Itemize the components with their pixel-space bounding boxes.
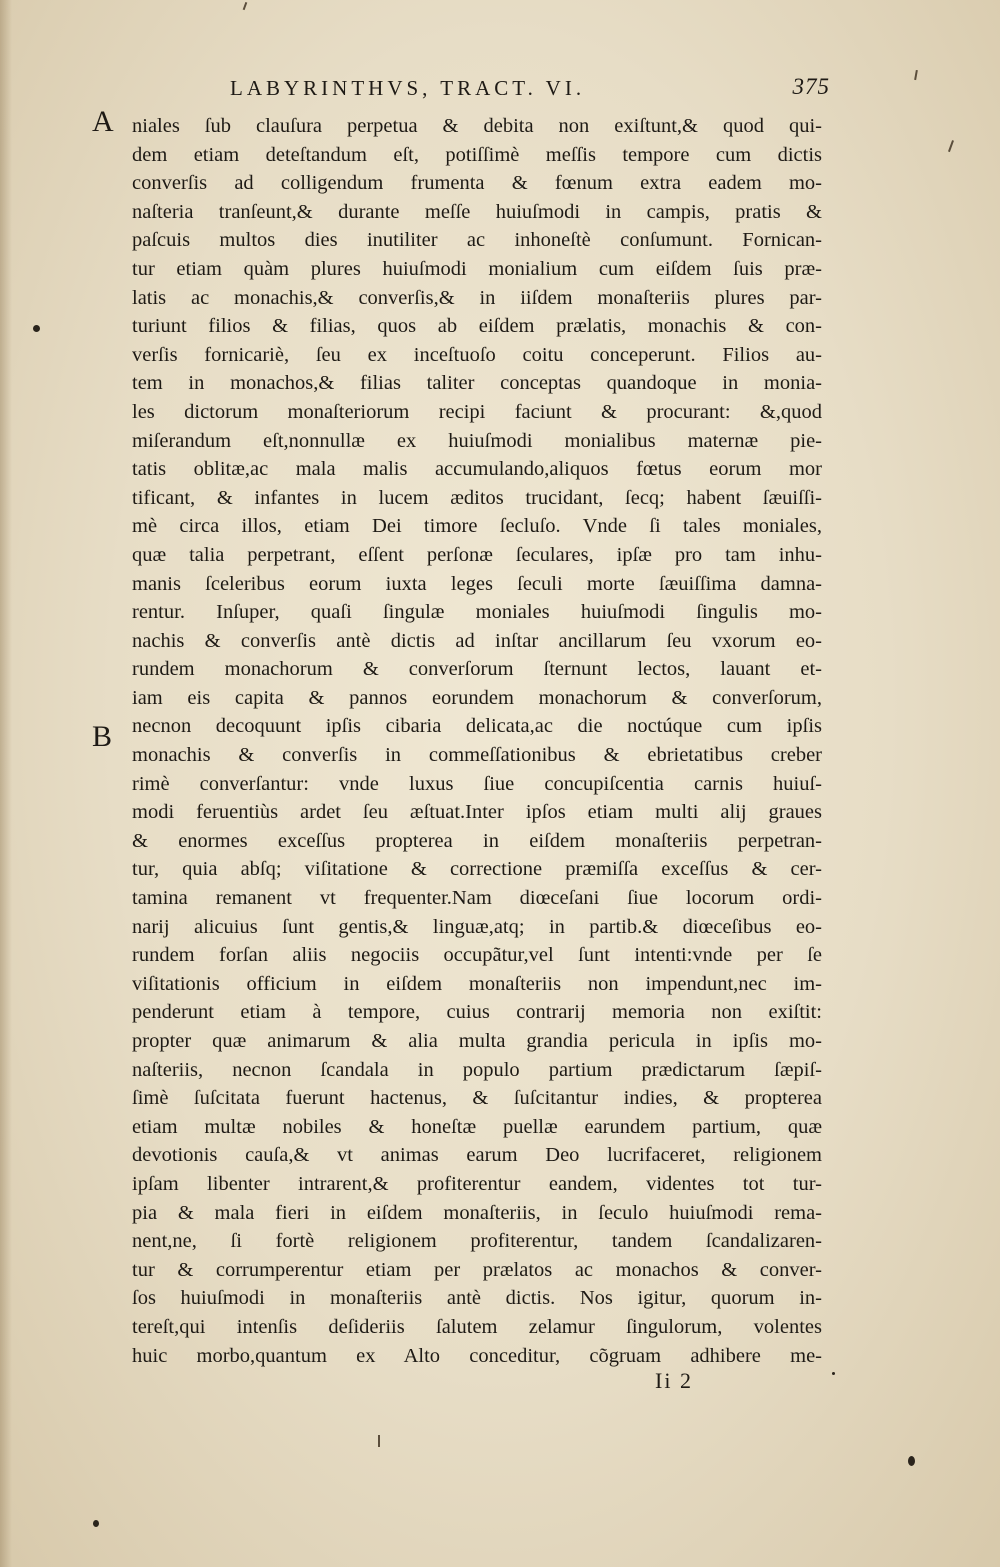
text-line: nent,ne, ſi fortè religionem profiterentur, tandem ſcandalizaren- [132,1230,822,1253]
text-line: niales ſub clauſura perpetua & debita non exiſtunt,& quod qui- [132,115,822,137]
text-line: viſitationis officium in eiſdem monaſteriis non impendunt,nec im- [132,972,822,995]
text-line: manis ſceleribus eorum iuxta leges ſeculi morte ſæuiſſima damna- [132,572,822,595]
text-line: mè circa illos, etiam Dei timore ſecluſo. Vnde ſi tales moniales, [132,515,822,538]
text-line: dem etiam deteſtandum eſt, potiſſimè meſſis tempore cum dictis [132,143,822,166]
text-line: tereſt,qui intenſis deſideriis ſalutem zelamur ſingulorum, volentes [132,1315,822,1338]
ink-speck [832,1372,835,1375]
text-line: naſteria tranſeunt,& durante meſſe huiuſmodi in campis, pratis & [132,200,822,223]
running-head [230,76,830,106]
text-line: rundem forſan aliis negociis occupãtur,vel ſunt intenti:vnde per ſe [132,944,822,967]
text-line: tificant, & infantes in lucem æditos trucidant, ſecq; habent ſæuiſſi- [132,486,822,509]
text-line: monachis & converſis in commeſſationibus & ebrietatibus creber [132,744,822,767]
ink-speck [33,325,40,332]
text-line: narij alicuius ſunt gentis,& linguæ,atq; in partib.& diœceſibus eo- [132,915,822,938]
paper-mark [243,2,247,10]
page-edge-shadow [0,0,12,1567]
text-line: paſcuis multos dies inutiliter ac inhoneſtè conſumunt. Fornican- [132,229,822,252]
text-line: & enormes exceſſus propterea in eiſdem monaſteriis perpetran- [132,829,822,852]
ink-speck [908,1456,915,1466]
page-number: 375 [792,74,830,99]
text-line: etiam multæ nobiles & honeſtæ puellæ earundem partium, quæ [132,1115,822,1138]
text-line: turiunt filios & filias, quos ab eiſdem prælatis, monachis & con- [132,315,822,338]
signature-mark: Ii 2 [655,1368,693,1393]
text-line: rimè converſantur: vnde luxus ſiue concupiſcentia carnis huiuſ- [132,772,822,795]
text-line: modi feruentiùs ardet ſeu æſtuat.Inter ipſos etiam multi alij graues [132,801,822,824]
text-line: propter quæ animarum & alia multa grandia pericula in ipſis mo- [132,1030,822,1052]
text-line: miſerandum eſt,nonnullæ ex huiuſmodi monialibus maternæ pie- [132,429,822,452]
running-title: LABYRINTHVS, TRACT. VI. [230,76,586,100]
text-line: tamina remanent vt frequenter.Nam diœceſani ſiue locorum ordi- [132,887,822,910]
text-line: tur & corrumperentur etiam per prælatos ac monachos & conver- [132,1258,822,1281]
text-line: quæ talia perpetrant, eſſent perſonæ ſeculares, ipſæ pro tam inhu- [132,543,822,566]
text-line: converſis ad colligendum frumenta & fœnum extra eadem mo- [132,172,822,195]
text-line: latis ac monachis,& converſis,& in iiſdem monaſteriis plures par- [132,286,822,309]
text-line: tem in monachos,& filias taliter conceptas quandoque in monia- [132,372,822,395]
text-line: penderunt etiam à tempore, cuius contrarij memoria non exiſtit: [132,1001,822,1024]
text-line: nachis & converſis antè dictis ad inſtar ancillarum ſeu vxorum eo- [132,629,822,652]
text-line: iam eis capita & pannos eorundem monachorum & converſorum, [132,686,822,709]
text-line: necnon decoquunt ipſis cibaria delicata,ac die noctúque cum ipſis [132,715,822,738]
text-line: naſteriis, necnon ſcandala in populo partium prædictarum ſæpiſ- [132,1058,822,1081]
text-line: verſis fornicariè, ſeu ex inceſtuoſo coitu conceperunt. Filios au- [132,343,822,366]
text-line: pia & mala fieri in eiſdem monaſteriis, in ſeculo huiuſmodi rema- [132,1201,822,1224]
text-line: rentur. Inſuper, quaſi ſingulæ moniales huiuſmodi ſingulis mo- [132,601,822,624]
text-line: huic morbo,quantum ex Alto conceditur, cõgruam adhibere me- [132,1344,822,1367]
text-line: tur etiam quàm plures huiuſmodi monialium cum eiſdem ſuis præ- [132,257,822,280]
ink-speck [93,1520,99,1527]
text-line: les dictorum monaſteriorum recipi faciunt & procurant: &,quod [132,400,822,423]
text-line: ſimè ſuſcitata fuerunt hactenus, & ſuſcitantur indies, & propterea [132,1087,822,1110]
text-line: tur, quia abſq; viſitatione & correctione præmiſſa exceſſus & cer- [132,858,822,881]
paper-mark [378,1435,380,1447]
text-line: ipſam libenter intrarent,& profiterentur eandem, videntes tot tur- [132,1172,822,1195]
text-line: rundem monachorum & converſorum ſternunt lectos, lauant et- [132,658,822,681]
text-line: ſos huiuſmodi in monaſteriis antè dictis. Nos igitur, quorum in- [132,1287,822,1310]
margin-letter-b: B [92,720,113,753]
paper-mark [948,140,954,152]
text-line: tatis oblitæ,ac mala malis accumulando,aliquos fœtus eorum mor [132,458,822,481]
paper-mark [914,70,917,80]
text-line: devotionis cauſa,& vt animas earum Deo lucrifaceret, religionem [132,1144,822,1167]
margin-letter-a: A [92,105,114,138]
body-text [132,112,822,1370]
